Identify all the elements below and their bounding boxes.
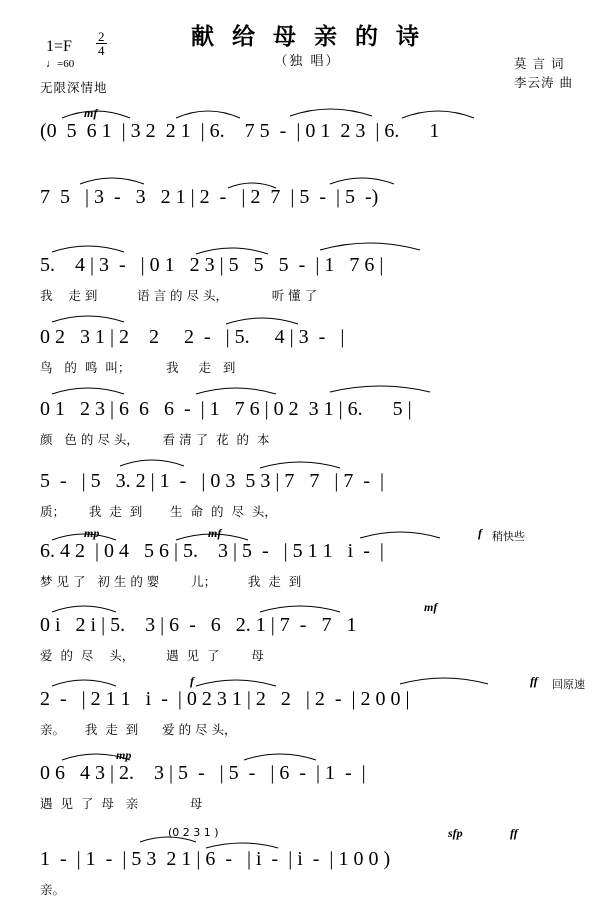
note-line: 7 5 | 3 - 3 2 1 | 2 - | 2 7 | 5 - | 5 -) <box>40 186 379 208</box>
lyric-line: 鸟 的 鸣 叫； 我 走 到 <box>40 360 236 375</box>
note-line: (0 5 6 1 | 3 2 2 1 | 6. 7 5 - | 0 1 2 3 | 6. 1 <box>40 120 440 142</box>
dynamic-marking: mf <box>424 600 438 614</box>
tempo-return-marking: 回原速 <box>552 678 585 691</box>
note-line: 6. 4 2 | 0 4 5 6 | 5. 3 | 5 - | 5 1 1 i - | <box>40 540 384 562</box>
note-line: 2 - | 2 1 1 i - | 0 2 3 1 | 2 2 | 2 - | 2 0 0 | <box>40 688 410 710</box>
grace-note-group: (0 2 3 1 ) <box>168 826 219 839</box>
lyric-line: 遇 见 了 母 亲 母 <box>40 796 203 811</box>
dynamic-marking: ff <box>530 674 538 688</box>
lyric-line: 质； 我 走 到 生 命 的 尽 头， <box>40 504 277 519</box>
page-title: 献 给 母 亲 的 诗 <box>190 24 425 50</box>
expression-marking: 无限深情地 <box>40 80 108 95</box>
note-line: 0 2 3 1 | 2 2 2 - | 5. 4 | 3 - | <box>40 326 345 348</box>
dynamic-marking: sfp <box>448 826 463 840</box>
lyric-line: 颜 色 的 尽 头， 看 清 了 花 的 本 <box>40 432 270 447</box>
note-line: 1 - | 1 - | 5 3 2 1 | 6 - | i - | i - | 1 0 0 ) <box>40 848 391 870</box>
lyric-line: 我 走 到 语 言 的 尽 头， 听 懂 了 <box>40 288 318 303</box>
note-line: 0 6 4 3 | 2. 3 | 5 - | 5 - | 6 - | 1 - | <box>40 762 366 784</box>
dynamic-marking: f <box>478 526 482 540</box>
time-signature <box>96 30 107 57</box>
lyric-line: 爱 的 尽 头， 遇 见 了 母 <box>40 648 264 663</box>
dynamic-marking: mp <box>84 526 100 540</box>
time-signature-denominator: 4 <box>98 43 105 58</box>
lyric-line: 亲。 我 走 到 爱 的 尽 头， <box>40 722 237 737</box>
note-line: 5 - | 5 3. 2 | 1 - | 0 3 5 3 | 7 7 | 7 - | <box>40 470 385 492</box>
tempo-marking: ♩=60 <box>46 58 75 70</box>
dynamic-marking: ff <box>510 826 518 840</box>
dynamic-marking: f <box>190 674 194 688</box>
note-line: 5. 4 | 3 - | 0 1 2 3 | 5 5 5 - | 1 7 6 | <box>40 254 384 276</box>
dynamic-marking: mf <box>84 106 98 120</box>
time-signature-numerator: 2 <box>98 29 105 44</box>
note-line: 0 1 2 3 | 6 6 6 - | 1 7 6 | 0 2 3 1 | 6. 5 | <box>40 398 412 420</box>
tempo-change-marking: 稍快些 <box>492 530 525 543</box>
key-signature: 1=F <box>46 38 72 55</box>
page-subtitle: （独 唱） <box>274 54 341 69</box>
lyric-line: 梦 见 了 初 生 的 婴 儿； 我 走 到 <box>40 574 302 589</box>
note-line: 0 i 2 i | 5. 3 | 6 - 6 2. 1 | 7 - 7 1 <box>40 614 357 636</box>
dynamic-marking: mp <box>116 748 132 762</box>
lyric-line: 亲。 <box>40 882 66 897</box>
lyricist-credit: 莫 言 词 <box>514 56 565 71</box>
credits <box>514 55 573 93</box>
dynamic-marking: mf <box>208 526 222 540</box>
composer-credit: 李云涛 曲 <box>514 74 573 90</box>
